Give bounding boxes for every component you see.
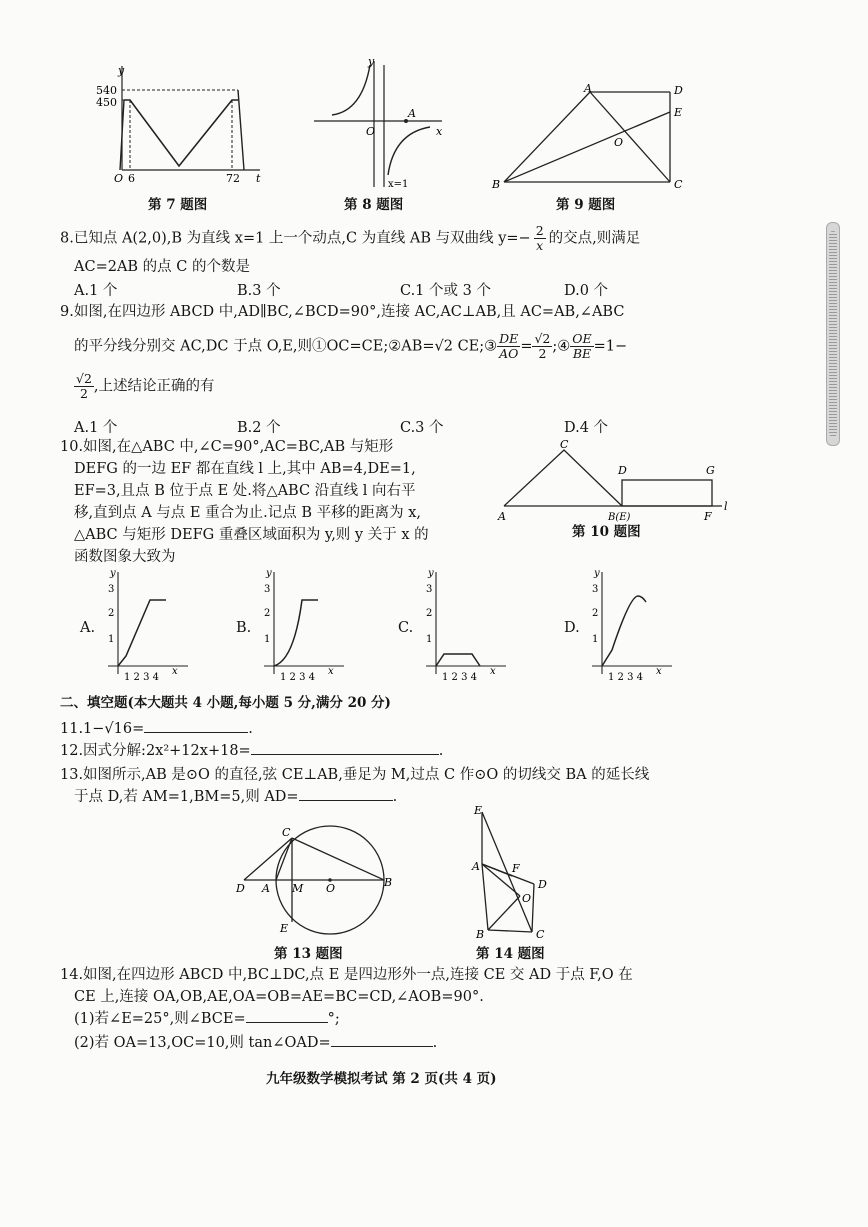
q9-option-b: B.2 个 <box>237 420 281 436</box>
fig8-caption: 第 8 题图 <box>344 197 404 213</box>
figure-14 <box>470 804 560 944</box>
q12: 12.因式分解:2x²+12x+18= . <box>60 740 443 762</box>
fig14-b: B <box>476 928 485 941</box>
q14-sub2: (2)若 OA=13,OC=10,则 tan∠OAD= . <box>74 1032 437 1054</box>
fig8-y: y <box>368 55 375 68</box>
q10-line5: △ABC 与矩形 DEFG 重叠区域面积为 y,则 y 关于 x 的 <box>74 527 429 543</box>
svg-text:x: x <box>172 666 178 677</box>
q9-line1: 9.如图,在四边形 ABCD 中,AD∥BC,∠BCD=90°,连接 AC,AC⊥AB,且 AC=AB,∠ABC <box>60 304 625 320</box>
q10-line6: 函数图象大致为 <box>74 549 176 565</box>
fig7-tick-72: 72 <box>226 172 240 185</box>
q10-line2: DEFG 的一边 EF 都在直线 l 上,其中 AB=4,DE=1, <box>74 461 416 477</box>
figure-9 <box>488 80 698 195</box>
fig7-y-label: y <box>118 64 125 77</box>
fig13-caption: 第 13 题图 <box>274 946 343 962</box>
fig9-e: E <box>674 106 683 119</box>
svg-text:1 2 3 4: 1 2 3 4 <box>280 672 315 683</box>
q11-blank[interactable] <box>144 718 248 733</box>
q10-graph-d-label: D. <box>564 620 580 636</box>
q12-blank[interactable] <box>251 740 439 755</box>
q10-graph-c <box>398 566 518 686</box>
fig7-tick-o: O <box>114 172 124 185</box>
svg-text:y: y <box>594 568 600 579</box>
svg-text:1: 1 <box>592 634 599 645</box>
fig7-tick-6: 6 <box>128 172 135 185</box>
svg-text:2: 2 <box>426 608 433 619</box>
fig7-tick-450: 450 <box>96 96 117 109</box>
fig9-d: D <box>674 84 683 97</box>
q9-line3: $\frac{√2}{2}$ ,上述结论正确的有 <box>76 371 215 401</box>
fig14-caption: 第 14 题图 <box>476 946 545 962</box>
q14-sub2-blank[interactable] <box>331 1032 433 1047</box>
scrollbar-thumb[interactable] <box>829 231 837 437</box>
fig10-c: C <box>560 438 569 451</box>
q9-option-a: A.1 个 <box>74 420 118 436</box>
q11: 11.1−√16= . <box>60 718 253 740</box>
q8-line1: 8.已知点 A(2,0),B 为直线 x=1 上一个动点,C 为直线 AB 与双曲线 y=− $\frac{2}{x}$ 的交点,则满足 <box>60 223 641 253</box>
fig13-o: O <box>326 882 336 895</box>
q10-graph-a-label: A. <box>80 620 96 636</box>
fig10-a: A <box>498 510 506 523</box>
fig9-c: C <box>674 178 683 191</box>
fig10-g: G <box>706 464 715 477</box>
svg-text:3: 3 <box>108 584 115 595</box>
q10-graph-d <box>564 566 684 686</box>
fig10-l: l <box>724 500 728 513</box>
fig13-c: C <box>282 826 291 839</box>
fig13-m: M <box>292 882 304 895</box>
q10-line3: EF=3,且点 B 位于点 E 处.将△ABC 沿直线 l 向右平 <box>74 483 416 499</box>
fig7-t-label: t <box>256 172 261 185</box>
q8-frac-num: 2 <box>535 223 544 238</box>
q10-graph-c-label: C. <box>398 620 414 636</box>
fig8-o: O <box>366 125 376 138</box>
svg-text:1: 1 <box>264 634 271 645</box>
q9-line2: 的平分线分别交 AC,DC 于点 O,E,则①OC=CE;②AB=√2 CE;③ $\frac{DE}{AO}$ = $\frac{√2}{2}$ ;④ $\frac{OE}{BE}$ =1− <box>74 331 628 361</box>
fig14-f: F <box>512 862 520 875</box>
fig8-x: x <box>436 125 443 138</box>
svg-text:1 2 3 4: 1 2 3 4 <box>124 672 159 683</box>
q14-line1: 14.如图,在四边形 ABCD 中,BC⊥DC,点 E 是四边形外一点,连接 CE 交 AD 于点 F,O 在 <box>60 967 633 983</box>
figure-7 <box>96 62 268 202</box>
fig13-b: B <box>384 876 393 889</box>
svg-text:2: 2 <box>108 608 115 619</box>
fig13-e: E <box>280 922 289 935</box>
q14-sub1: (1)若∠E=25°,则∠BCE= °; <box>74 1008 340 1030</box>
fig8-line: x=1 <box>388 179 409 190</box>
q13-line2: 于点 D,若 AM=1,BM=5,则 AD= . <box>74 786 397 808</box>
figure-13 <box>226 818 406 943</box>
fig10-be: B(E) <box>608 512 631 523</box>
svg-text:x: x <box>490 666 496 677</box>
fig14-c: C <box>536 928 545 941</box>
fig14-d: D <box>538 878 547 891</box>
svg-text:2: 2 <box>592 608 599 619</box>
q10-graph-b-label: B. <box>236 620 252 636</box>
section-2-title: 二、填空题(本大题共 4 小题,每小题 5 分,满分 20 分) <box>60 695 391 711</box>
fig10-f: F <box>704 510 712 523</box>
q8-option-d: D.0 个 <box>564 283 609 299</box>
fig9-caption: 第 9 题图 <box>556 197 616 213</box>
svg-text:y: y <box>110 568 116 579</box>
fig7-tick-540: 540 <box>96 84 117 97</box>
svg-text:3: 3 <box>592 584 599 595</box>
svg-text:x: x <box>656 666 662 677</box>
svg-text:3: 3 <box>426 584 433 595</box>
q8-frac-den: x <box>536 238 544 253</box>
svg-text:x: x <box>328 666 334 677</box>
fig13-d: D <box>236 882 245 895</box>
fig9-b: B <box>492 178 501 191</box>
scrollbar[interactable] <box>826 222 840 446</box>
svg-text:y: y <box>428 568 434 579</box>
fig9-o: O <box>614 136 624 149</box>
fig13-a: A <box>262 882 270 895</box>
fig9-a: A <box>584 82 592 95</box>
q13-line1: 13.如图所示,AB 是⊙O 的直径,弦 CE⊥AB,垂足为 M,过点 C 作⊙O 的切线交 BA 的延长线 <box>60 767 650 783</box>
q9-option-c: C.3 个 <box>400 420 444 436</box>
svg-text:1: 1 <box>426 634 433 645</box>
q10-line1: 10.如图,在△ABC 中,∠C=90°,AC=BC,AB 与矩形 <box>60 439 394 455</box>
q13-blank[interactable] <box>299 786 393 801</box>
q14-sub1-blank[interactable] <box>246 1008 328 1023</box>
figure-10 <box>494 436 734 526</box>
q8-option-a: A.1 个 <box>74 283 118 299</box>
q8-line2: AC=2AB 的点 C 的个数是 <box>74 259 250 275</box>
fig8-a: A <box>408 107 416 120</box>
svg-text:1: 1 <box>108 634 115 645</box>
fig10-caption: 第 10 题图 <box>572 524 641 540</box>
q14-line2: CE 上,连接 OA,OB,AE,OA=OB=AE=BC=CD,∠AOB=90°. <box>74 989 484 1005</box>
fig14-e: E <box>474 804 483 817</box>
fig7-caption: 第 7 题图 <box>148 197 208 213</box>
page-footer: 九年级数学模拟考试 第 2 页(共 4 页) <box>266 1071 497 1087</box>
figure-8 <box>310 55 450 195</box>
q8-option-b: B.3 个 <box>237 283 281 299</box>
q9-option-d: D.4 个 <box>564 420 609 436</box>
svg-text:y: y <box>266 568 272 579</box>
fig10-d: D <box>618 464 627 477</box>
q10-line4: 移,直到点 A 与点 E 重合为止.记点 B 平移的距离为 x, <box>74 505 421 521</box>
svg-text:2: 2 <box>264 608 271 619</box>
fig14-o: O <box>522 892 532 905</box>
svg-text:1 2 3 4: 1 2 3 4 <box>608 672 643 683</box>
svg-text:1 2 3 4: 1 2 3 4 <box>442 672 477 683</box>
svg-text:3: 3 <box>264 584 271 595</box>
q8-option-c: C.1 个或 3 个 <box>400 283 491 299</box>
fig14-a: A <box>472 860 480 873</box>
q10-graph-a <box>80 566 200 686</box>
q10-graph-b <box>236 566 356 686</box>
